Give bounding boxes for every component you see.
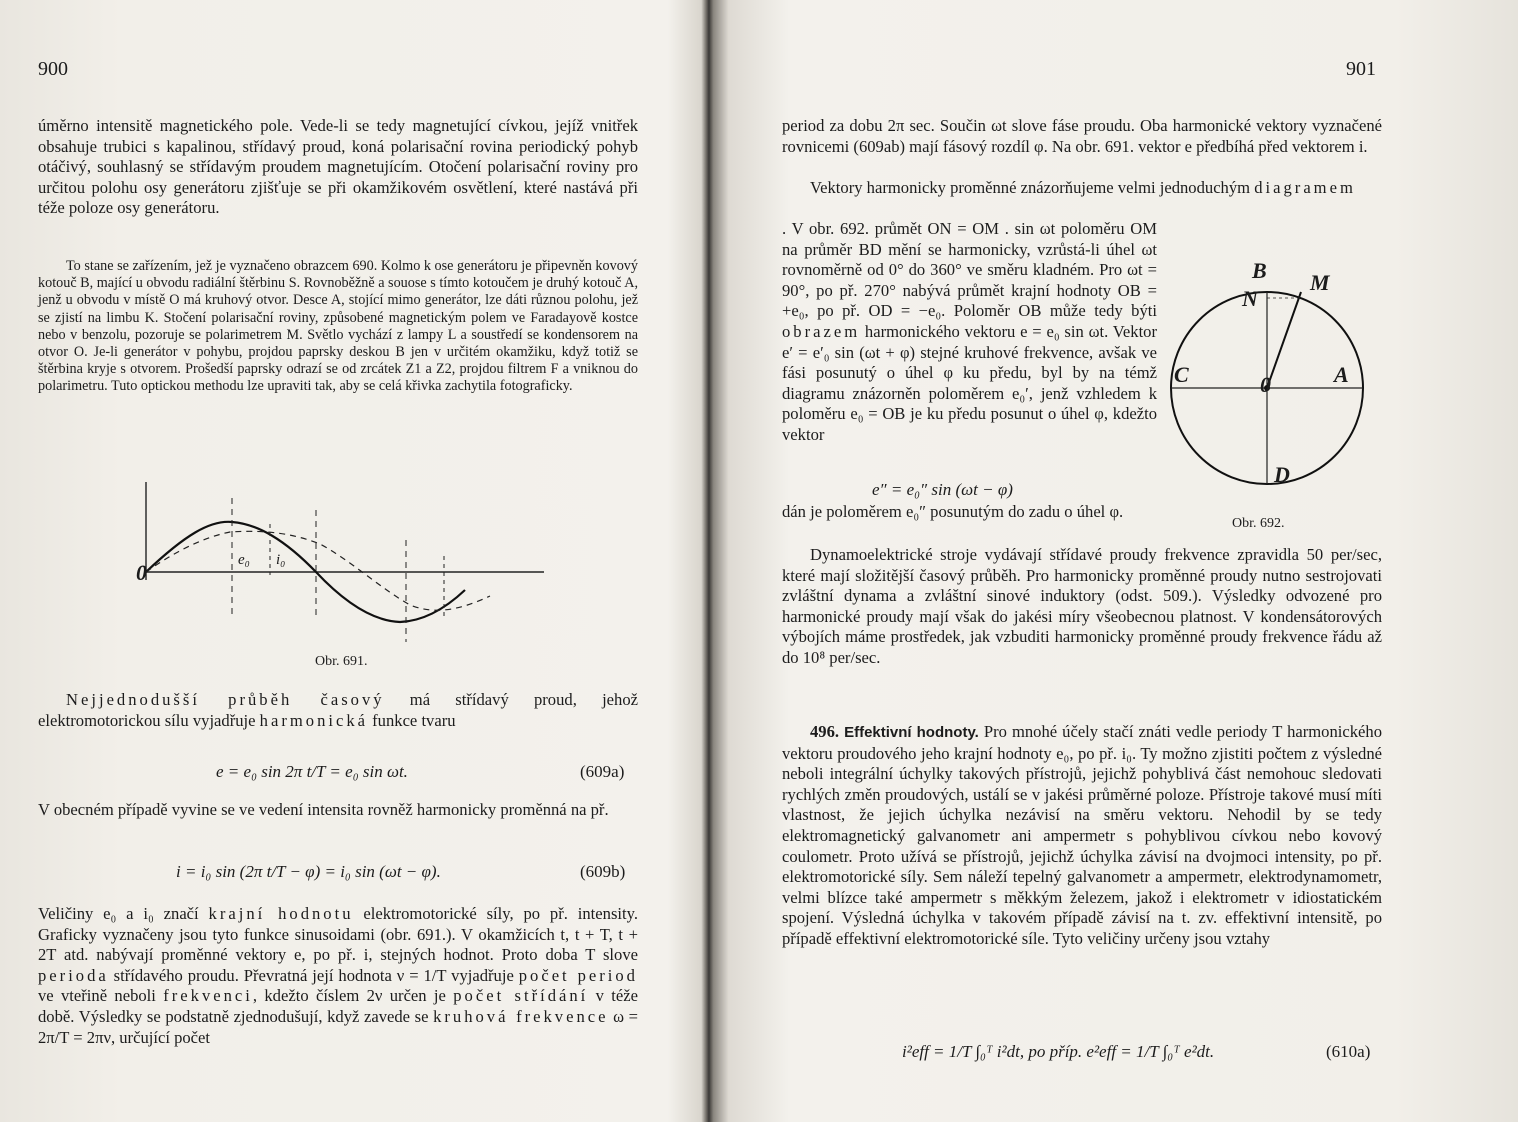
intro-paragraph: úměrno intensitě magnetického pole. Vede-li se tedy magnetující cívkou, jejíž vnitřek obsahuje trubici s kapalinou, střídavý proud, koná polarisační rovina periodický pohyb otáčivý, souhlasný se střídavým proudem magnetujícím. Otočení polarisační roviny pro určitou polohu osy generátoru zjišťuje se při okamžikovém osvětlení, které nastává při téže poloze osy generátoru. bbox=[38, 116, 638, 218]
small-print-paragraph: To stane se zařízením, jež je vyznačeno obrazcem 690. Kolmo k ose generátoru je připevněn kovový kotouč B, mající u obvodu radiální štěrbinu S. Rovnoběžně a souose s tímto kotoučem je druhý kotouč A, jenž u obvodu v místě O má kruhový otvor. Desce A, stojící mimo generátor, lze dáti různou polohu, jež se zjistí na limbu K. Stočení polarisační roviny, způsobené magnetickým polem ve Faradayově kostce nebo v benzolu, pozoruje se polarimetrem M. Světlo vychází z lampy L a soustředí se kondensorem na otvor O. Je-li generátor v pohybu, projdou paprsky deskou B jen v určitém okamžiku, když totiž se štěrbina kryje s otvorem. Prošedší paprsky odrazí se od zrcátek Z1 a Z2, projdou filtrem F a vniknou do polarimetru. Tuto optickou methodu lze upraviti tak, aby se celá křivka zachytila fotograficky. bbox=[38, 258, 638, 395]
equation-609b-number: (609b) bbox=[580, 862, 626, 881]
paragraph-vector-lagging: dán je poloměrem e₀″ posunutým do zadu o úhel φ. bbox=[782, 502, 1124, 521]
figure-692-label-O: 0 bbox=[1260, 372, 1271, 397]
figure-692-label-M: M bbox=[1310, 270, 1330, 295]
paragraph-amplitude-period: Veličiny e₀ a i₀ značí krajní hodnotu elektromotorické síly, po př. intensity. Graficky vyznačeny jsou tyto funkce sinusoidami (obr. 691.). V okamžicích t, t + T, t + 2T atd. nabývají proměnné vektory e, po př. i, stejných hodnot. Proto doba T slove perioda střídavého proudu. Převratná její hodnota ν = 1/T vyjadřuje počet period ve vteřině neboli frekvenci, kdežto číslem 2ν určen je počet střídání v téže době. Výsledky se podstatně zjednodušují, když zavede se kruhová frekvence ω = 2π/T = 2πν, určující počet bbox=[38, 904, 638, 1047]
paragraph-simplest-course: Nejjednodušší průběh časový má střídavý proud, jehož elektromotorickou sílu vyjadřuje harmonická funkce tvaru bbox=[38, 690, 638, 730]
figure-692-label-B: B bbox=[1252, 258, 1267, 283]
figure-692-label-C: C bbox=[1174, 362, 1189, 387]
equation-610a: i²eff = 1/T ∫₀ᵀ i²dt, po příp. e²eff = 1/T ∫₀ᵀ e²dt. bbox=[902, 1042, 1215, 1061]
figure-692-label-A: A bbox=[1334, 362, 1349, 387]
figure-692-caption: Obr. 692. bbox=[1232, 516, 1285, 531]
page-number: 901 bbox=[1346, 58, 1376, 80]
right-page bbox=[712, 0, 1518, 1122]
figure-692-label-D: D bbox=[1274, 462, 1290, 487]
paragraph-dynamo: Dynamoelektrické stroje vydávají střídavé proudy frekvence zpravidla 50 per/sec, které mají složitější časový průběh. Pro harmonicky proměnné proudy nutno sestrojovati zvláštní dynama a zvláštní sinové induktory (odst. 509.). Výsledky odvozené pro harmonické proudy mají však do jakési míry všeobecnou platnost. V kondensátorových výbojích máme prostředek, jak vzbuditi harmonicky proměnné proudy frekvence řádu až do 10⁸ per/sec. bbox=[782, 545, 1382, 667]
radius-OM bbox=[1267, 292, 1301, 388]
equation-610a-number: (610a) bbox=[1326, 1042, 1371, 1061]
page-number: 900 bbox=[38, 58, 68, 80]
paragraph-general-case: V obecném případě vyvine se ve vedení intensita rovněž harmonicky proměnná na př. bbox=[38, 800, 609, 819]
equation-609a-number: (609a) bbox=[580, 762, 625, 781]
paragraph-phase: period za dobu 2π sec. Součin ωt slove fáse proudu. Oba harmonické vektory vyznačené rovnicemi (609ab) mají fásový rozdíl φ. Na obr. 691. vektor e předbíhá před vektorem i. bbox=[782, 116, 1382, 156]
section-496-effective-values: 496. Effektivní hodnoty. Pro mnohé účely stačí znáti vedle periody T harmonického vektoru proudového jeho krajní hodnoty e₀, po př. i₀. Ty možno zjistiti počtem z výsledné neboli integrální úchylky takových přístrojů, jejichž pohyblivá část nemohouc sledovati rychlých změn proudových, ustálí se v jakési průměrné poloze. Přístroje takové musí míti vlastnost, že jejich úchylka nezávisí na směru vektoru. Nehodil by se tedy elektromagnetický galvanometr ani ampermetr s pohyblivou cívkou nebo kovový coulometr. Proto užívá se přístrojů, jejichž úchylka závisí na dvojmoci intensity, po př. elektromotorické síly. Sem náleží tepelný galvanometr a ampermetr, elektrodynamometr, velmi blízce také ampermetr s měkkým železem, jakož i elektrometr v idiostatickém spojení. Výsledná úchylka v takovém případě závisí na t. zv. effektivní intensitě, po případě effektivní elektromotorické síle. Tyto veličiny určeny jsou vztahy bbox=[782, 722, 1382, 948]
section-title: Effektivní hodnoty. bbox=[844, 724, 979, 741]
figure-692-label-N: N bbox=[1242, 286, 1258, 311]
figure-691-caption: Obr. 691. bbox=[315, 654, 368, 669]
equation-vector-e2: e″ = e₀″ sin (ωt − φ) bbox=[872, 480, 1013, 499]
figure-691-origin-label: 0 bbox=[136, 560, 147, 585]
figure-691-e0-label: e₀ bbox=[238, 552, 250, 568]
equation-609a: e = e₀ sin 2π t/T = e₀ sin ωt. bbox=[216, 762, 408, 781]
sine-curve-i bbox=[146, 531, 490, 610]
figure-691-sine-waves bbox=[130, 480, 550, 650]
left-page bbox=[0, 0, 700, 1122]
paragraph-vector-diagram: . V obr. 692. průmět ON = OM . sin ωt poloměru OM na průměr BD mění se harmonicky, vzrůstá-li úhel ωt rovnoměrně od 0° do 360° ve směru kladném. Pro ωt = 90°, po př. 270° nabývá průmět krajní hodnoty OB = +e₀, po př. OD = −e₀. Poloměr OB může tedy býti obrazem harmonického vektoru e = e₀ sin ωt. Vektor e′ = e′₀ sin (ωt + φ) stejné kruhové frekvence, avšak ve fási posunutý o úhel φ ku předu, byl by na témž diagramu znázorněn poloměrem e₀′, jenž vzhledem k poloměru e₀ = OB je ku předu posunut o úhel φ, kdežto vektor bbox=[782, 219, 1157, 444]
figure-691-i0-label: i₀ bbox=[276, 552, 286, 568]
section-number: 496. bbox=[810, 722, 840, 741]
equation-609b: i = i₀ sin (2π t/T − φ) = i₀ sin (ωt − φ). bbox=[176, 862, 441, 881]
paragraph-diagram-intro: Vektory harmonicky proměnné znázorňujeme velmi jednoduchým diagramem bbox=[810, 178, 1356, 197]
